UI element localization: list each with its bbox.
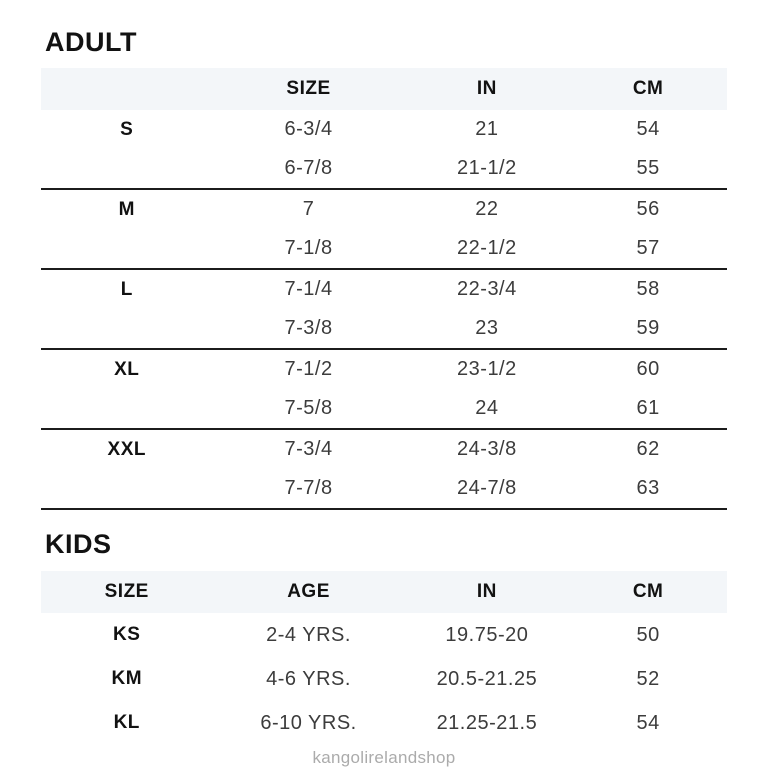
adult-in-value: 24-3/8	[457, 438, 517, 460]
kids-cm-value: 52	[636, 667, 660, 690]
adult-size-value: 6-3/4	[284, 118, 333, 140]
adult-size-row	[41, 309, 727, 349]
kids-table-header	[41, 571, 727, 613]
kids-cm-value: 54	[636, 711, 660, 734]
kids-age-value: 2-4 YRS.	[266, 623, 351, 646]
adult-size-table	[41, 68, 727, 510]
adult-size-group-label: XL	[114, 358, 140, 380]
adult-size-value: 7-3/8	[213, 309, 405, 349]
kids-in-value: 20.5-21.25	[436, 667, 538, 690]
adult-cm-value: 55	[569, 149, 727, 189]
adult-header-in: IN	[405, 68, 570, 110]
kids-age-value: 6-10 YRS.	[260, 711, 357, 734]
adult-cm-value: 56	[636, 198, 660, 220]
adult-table-header	[41, 68, 727, 110]
adult-size-group-label: M	[118, 198, 135, 220]
kids-header-in: IN	[405, 571, 570, 613]
kids-header-cm: CM	[569, 571, 727, 613]
adult-size-group-label: L	[120, 278, 133, 300]
adult-cm-value: 63	[569, 469, 727, 509]
adult-size-group-label	[41, 469, 213, 509]
adult-size-row	[41, 149, 727, 189]
adult-size-row	[41, 349, 727, 389]
adult-in-value: 21	[475, 118, 499, 140]
kids-size-row	[41, 701, 727, 745]
kids-size-label: KS	[113, 624, 141, 645]
adult-size-row	[41, 229, 727, 269]
kids-table-body	[41, 613, 727, 745]
adult-in-value: 22-1/2	[405, 229, 570, 269]
adult-section-title: ADULT	[45, 27, 137, 57]
adult-in-value: 21-1/2	[405, 149, 570, 189]
kids-header-size: SIZE	[41, 571, 213, 613]
adult-size-group-label	[41, 309, 213, 349]
adult-cm-value: 59	[569, 309, 727, 349]
adult-in-value: 23-1/2	[457, 358, 517, 380]
adult-size-row	[41, 429, 727, 469]
adult-in-value: 22	[475, 198, 499, 220]
adult-header-cm: CM	[569, 68, 727, 110]
kids-in-value: 19.75-20	[445, 623, 529, 646]
adult-header-row	[41, 68, 727, 110]
adult-cm-value: 57	[569, 229, 727, 269]
kids-size-label: KL	[113, 712, 140, 733]
adult-header-size: SIZE	[213, 68, 405, 110]
adult-cm-value: 58	[636, 278, 660, 300]
adult-size-value: 7-1/4	[284, 278, 333, 300]
adult-size-group-label: S	[120, 118, 134, 140]
adult-size-row	[41, 189, 727, 229]
adult-in-value: 22-3/4	[457, 278, 517, 300]
adult-cm-value: 54	[636, 118, 660, 140]
adult-size-value: 6-7/8	[213, 149, 405, 189]
adult-size-group-label: XXL	[107, 438, 146, 460]
adult-in-value: 24-7/8	[405, 469, 570, 509]
adult-cm-value: 62	[636, 438, 660, 460]
adult-size-value: 7-5/8	[213, 389, 405, 429]
adult-table-body	[41, 110, 727, 509]
kids-size-table	[41, 571, 727, 745]
adult-cm-value: 60	[636, 358, 660, 380]
adult-header-empty	[41, 68, 213, 110]
adult-size-group-label	[41, 389, 213, 429]
adult-in-value: 24	[405, 389, 570, 429]
kids-size-row	[41, 613, 727, 657]
adult-size-group-label	[41, 229, 213, 269]
adult-size-value: 7	[302, 198, 315, 220]
kids-in-value: 21.25-21.5	[436, 711, 538, 734]
adult-size-row	[41, 269, 727, 309]
adult-size-group-label	[41, 149, 213, 189]
adult-size-row	[41, 110, 727, 149]
kids-header-row	[41, 571, 727, 613]
kids-section-title: KIDS	[45, 529, 112, 559]
adult-size-row	[41, 389, 727, 429]
adult-size-value: 7-1/8	[213, 229, 405, 269]
kids-size-label: KM	[111, 668, 143, 689]
adult-cm-value: 61	[569, 389, 727, 429]
adult-size-row	[41, 469, 727, 509]
adult-size-value: 7-7/8	[213, 469, 405, 509]
adult-in-value: 23	[405, 309, 570, 349]
kids-cm-value: 50	[636, 623, 660, 646]
kids-age-value: 4-6 YRS.	[266, 667, 351, 690]
adult-size-value: 7-3/4	[284, 438, 333, 460]
adult-size-value: 7-1/2	[284, 358, 333, 380]
kids-header-age: AGE	[213, 571, 405, 613]
kids-size-row	[41, 657, 727, 701]
watermark-text: kangolirelandshop	[312, 748, 456, 767]
